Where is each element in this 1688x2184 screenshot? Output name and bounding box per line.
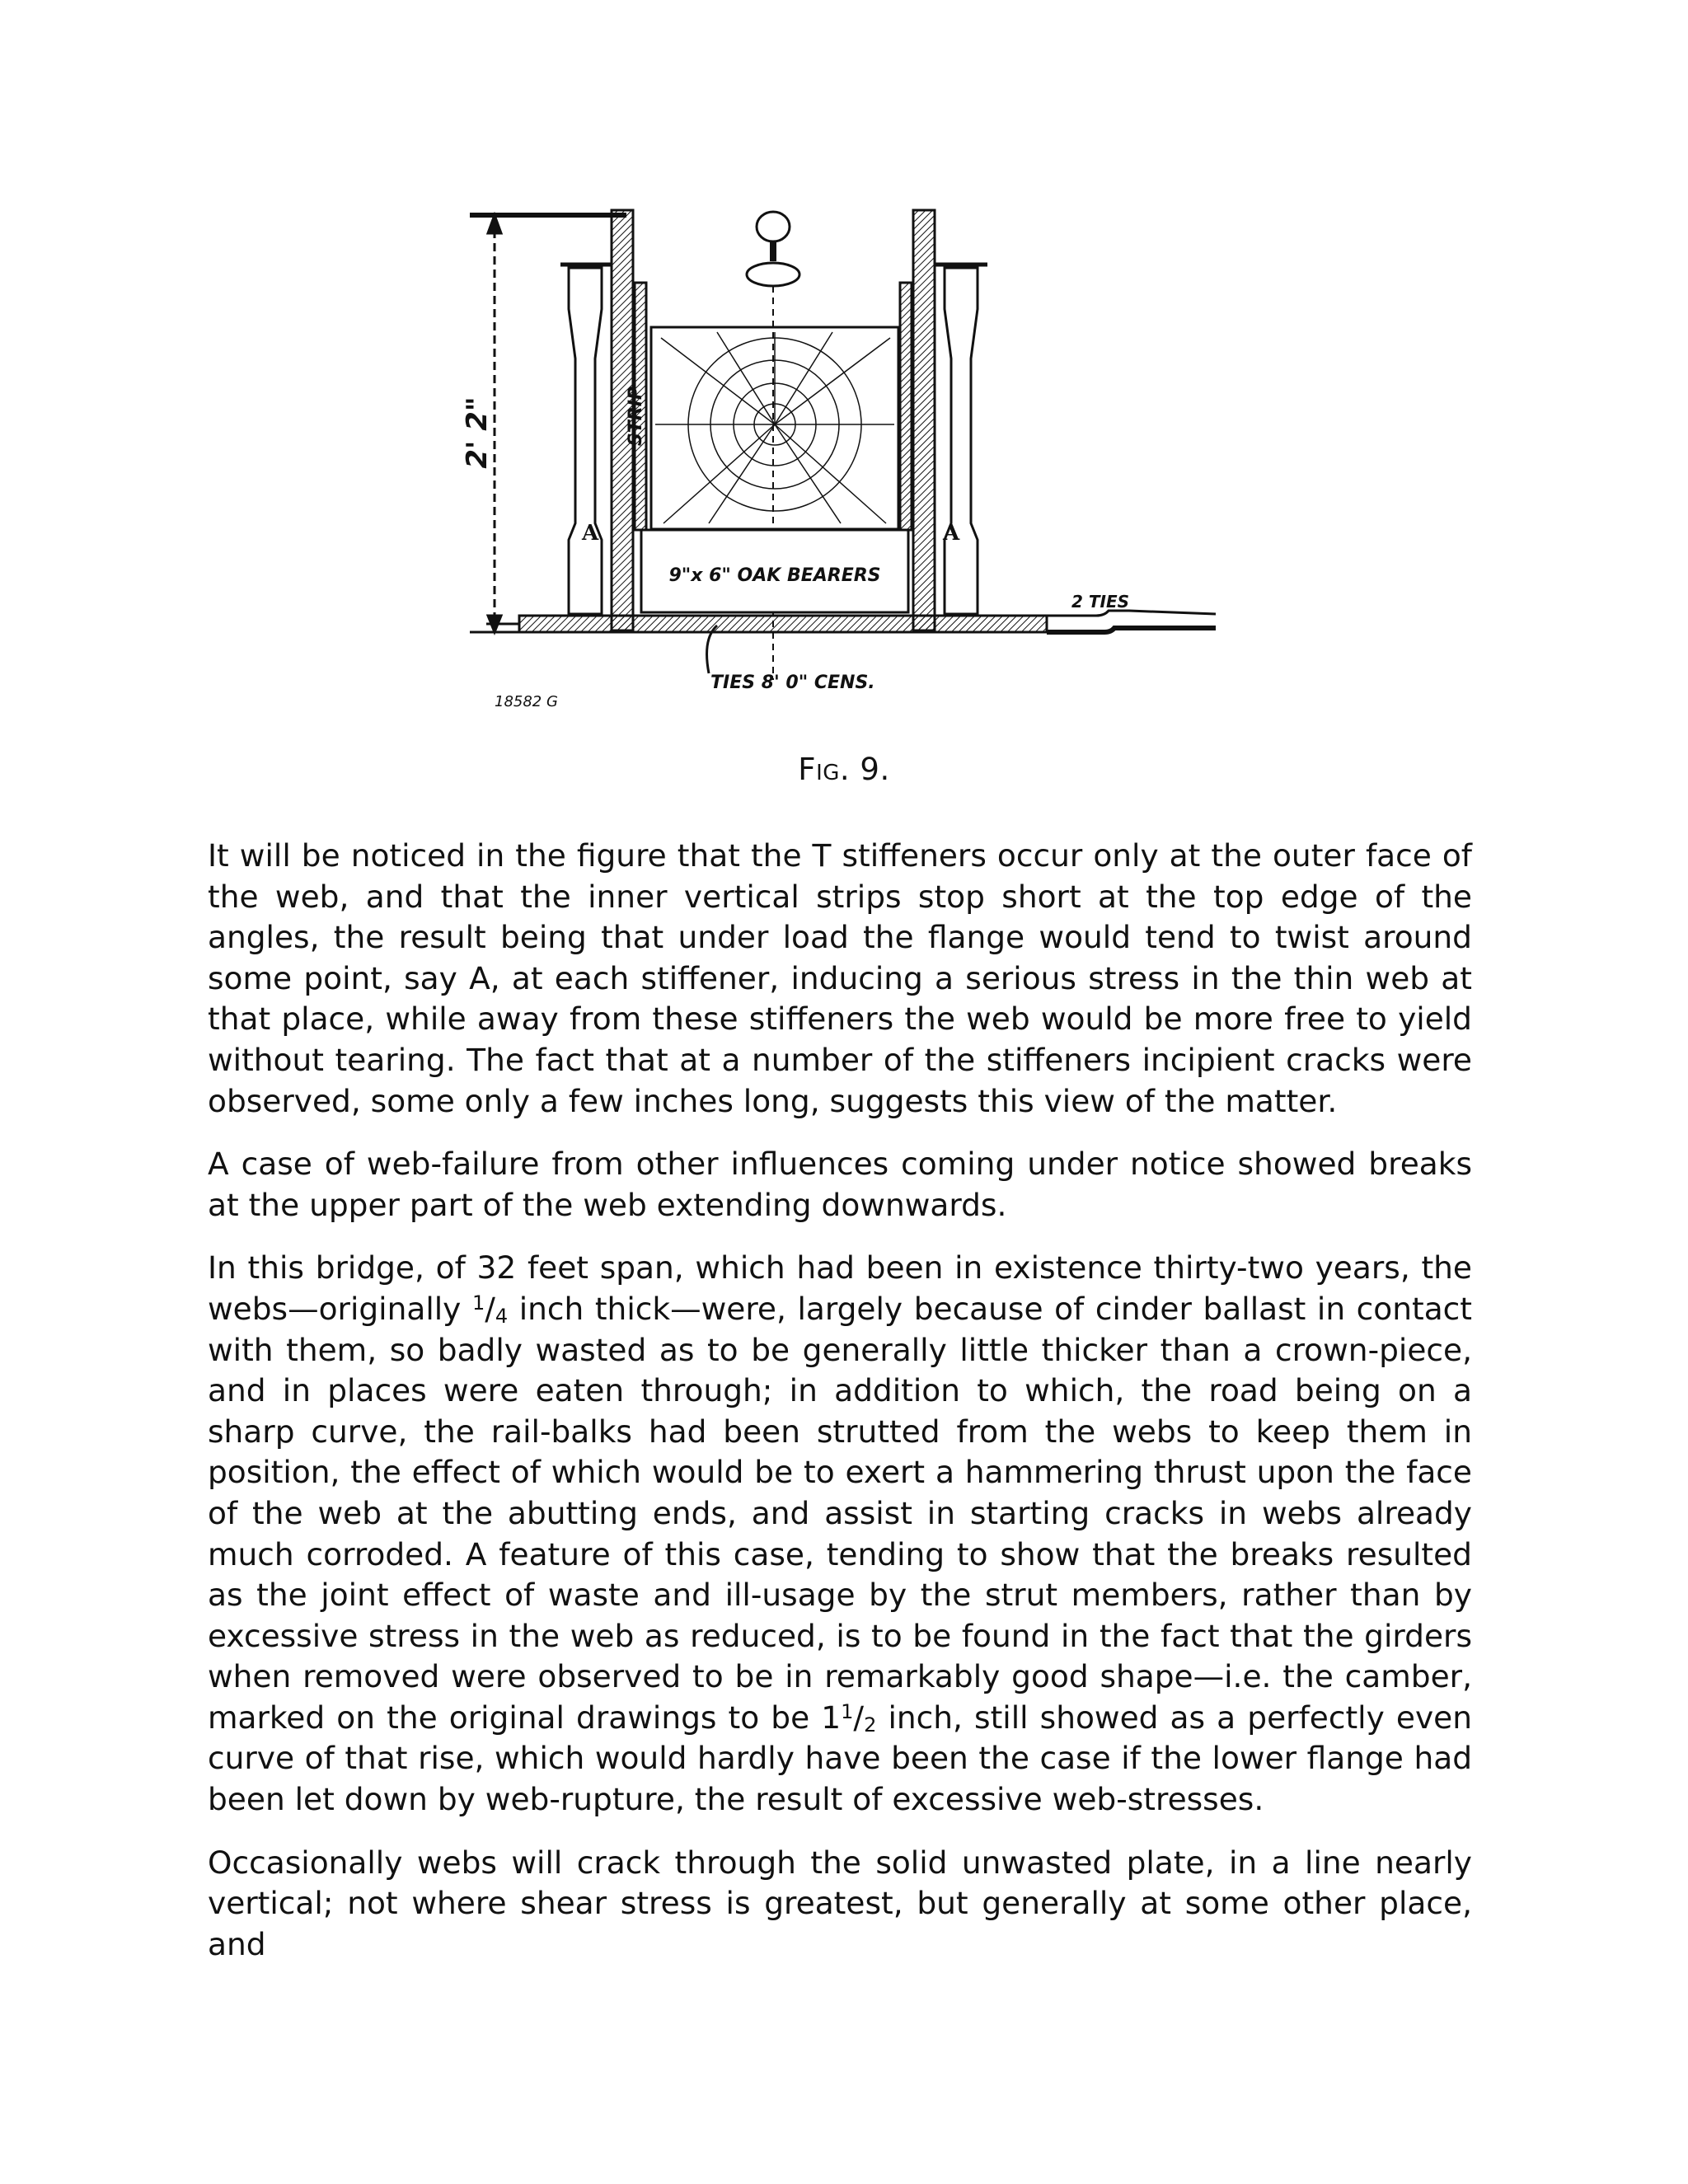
paragraph [208, 1248, 1472, 1820]
paragraph [208, 836, 1472, 1122]
strip-label: STRIP [626, 386, 646, 447]
figure-9-illustration [445, 194, 1236, 729]
caption-number: 9. [850, 752, 890, 787]
two-ties-label: 2 TIES [1071, 592, 1130, 612]
figure-caption [0, 752, 1688, 787]
angle-label-right: A [943, 521, 960, 546]
paragraph-text: It will be noticed in the figure that the T stiffeners occur only at the outer face of the web, and that the inner vertical strips stop short at the top edge of the angles, the result being that under load the flange would tend to twist around some point, say A, at each stiffener, inducing a serious stress in the thin web at that place, while away from these stiffeners the web would be more free to yield without tearing. The fact that at a number of the stiffeners incipient cracks were observed, some only a few inches long, suggests this view of the matter. [208, 837, 1472, 1119]
bearers-label: 9"x 6" OAK BEARERS [668, 565, 881, 586]
angle-label-left: A [582, 521, 599, 546]
paragraph [208, 1843, 1472, 1966]
ties-label: TIES 8' 0" CENS. [710, 673, 875, 693]
fraction-numerator: 1 [471, 1291, 485, 1315]
body-text [208, 836, 1472, 1987]
paragraph-text: inch thick—were, largely because of cinder ballast in contact with them, so badly wasted as to be generally little thicker than a crown-piece, and in places were eaten through; in addition to which, the road being on a sharp curve, the rail-balks had been strutted from the webs to keep them in position, the effect of which would be to exert a hammering thrust upon the face of the web at the abutting ends, and assist in starting cracks in webs already much corroded. A feature of this case, tending to show that the breaks resulted as the joint effect of waste and ill-usage by the strut members, rather than by excessive stress in the web as reduced, is to be found in the fact that the girders when removed were observed to be in remarkably good shape—i.e. the camber, marked on the original drawings to be 1 [208, 1290, 1472, 1736]
fraction-denominator: 4 [495, 1304, 509, 1328]
paragraph-text: inch, still showed as a perfectly even curve of that rise, which would hardly have been the case if the lower flange had been let down by web-rupture, the result of excessive web-stresses. [208, 1699, 1472, 1818]
height-dimension-label: 2' 2" [461, 396, 494, 469]
fraction-numerator: 1 [841, 1699, 854, 1723]
paragraph-text: In this bridge, of 32 feet span, which had been in existence thirty-two years, the webs—originally [208, 1249, 1472, 1327]
engraver-mark: 18582 G [495, 693, 558, 710]
paragraph-text: A case of web-failure from other influences coming under notice showed breaks at the upper part of the web extending downwards. [208, 1146, 1472, 1223]
caption-prefix: Fig. [798, 752, 851, 787]
paragraph-text: Occasionally webs will crack through the solid unwasted plate, in a line nearly vertical; not where shear stress is greatest, but generally at some other place, and [208, 1844, 1472, 1962]
fraction-slash: / [485, 1290, 495, 1327]
fraction-slash: / [853, 1699, 865, 1736]
fraction-denominator: 2 [864, 1713, 877, 1736]
paragraph [208, 1144, 1472, 1226]
